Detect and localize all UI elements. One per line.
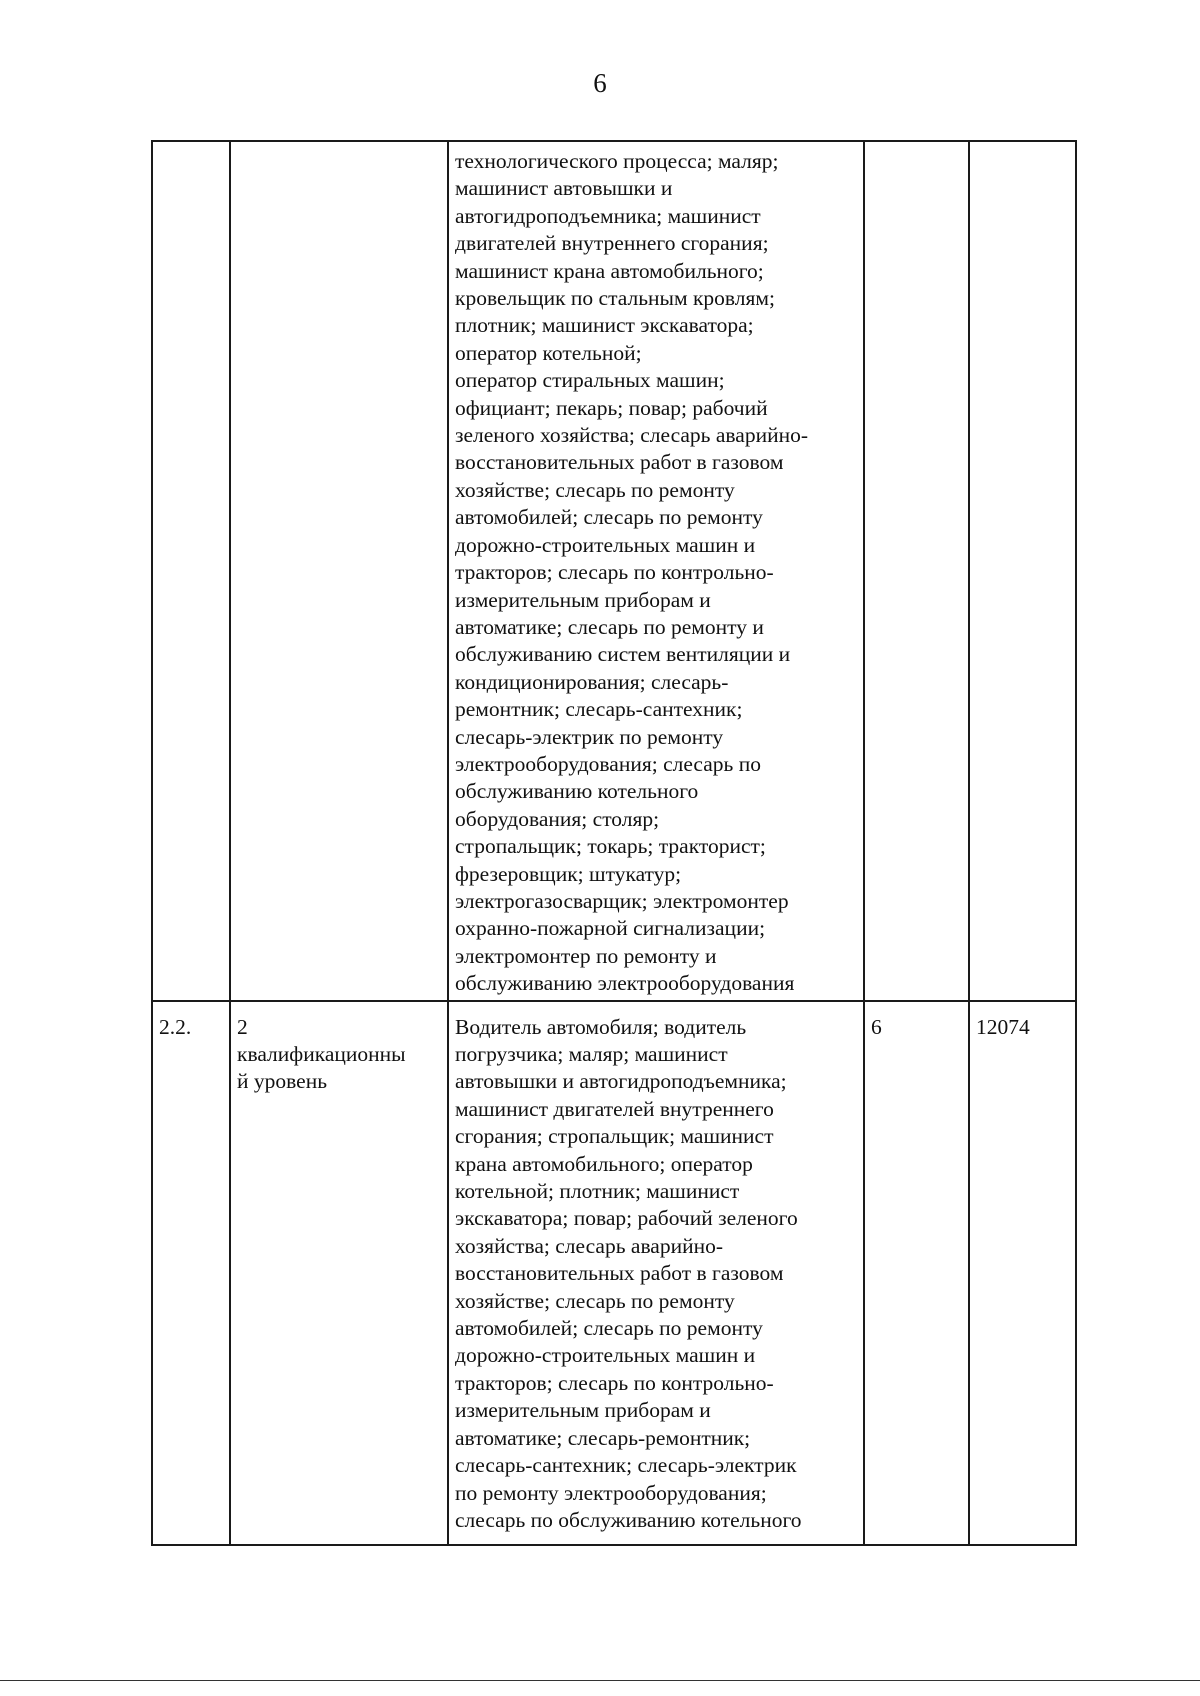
- table-row: [152, 141, 1076, 1001]
- page-number: 6: [593, 68, 607, 98]
- professions-cell: технологического процесса; маляр; машинист автовышки и автогидроподъемника; машинист двигателей внутреннего сгорания; машинист крана автомобильного; кровельщик по стальным кровлям; плотник; машинист экскаватора; оператор котельной; оператор стиральных машин; официант; пекарь; повар; рабочий зеленого хозяйства; слесарь аварийно- восстановительных работ в газовом хозяйстве; слесарь по ремонту автомобилей; слесарь по ремонту дорожно-строительных машин и тракторов; слесарь по контрольно- измерительным приборам и автоматике; слесарь по ремонту и обслуживанию систем вентиляции и кондиционирования; слесарь- ремонтник; слесарь-сантехник; слесарь-электрик по ремонту электрооборудования; слесарь по обслуживанию котельного оборудования; столяр; стропальщик; токарь; тракторист; фрезеровщик; штукатур; электрогазосварщик; электромонтер охранно-пожарной сигнализации; электромонтер по ремонту и обслуживанию электрооборудования: [448, 141, 864, 1001]
- salary-cell: 12074: [969, 1001, 1076, 1546]
- grade-cell: 6: [864, 1001, 969, 1546]
- salary-cell: [969, 141, 1076, 1001]
- row-number-cell: 2.2.: [152, 1001, 230, 1546]
- page-bottom-rule: [0, 1680, 1200, 1681]
- professions-cell: Водитель автомобиля; водитель погрузчика; маляр; машинист автовышки и автогидроподъемника; машинист двигателей внутреннего сгорания; стропальщик; машинист крана автомобильного; оператор котельной; плотник; машинист экскаватора; повар; рабочий зеленого хозяйства; слесарь аварийно- восстановительных работ в газовом хозяйстве; слесарь по ремонту автомобилей; слесарь по ремонту дорожно-строительных машин и тракторов; слесарь по контрольно- измерительным приборам и автоматике; слесарь-ремонтник; слесарь-сантехник; слесарь-электрик по ремонту электрооборудования; слесарь по обслуживанию котельного: [448, 1001, 864, 1546]
- qualification-level-cell: [230, 141, 448, 1001]
- grade-cell: [864, 141, 969, 1001]
- qualification-level-cell: 2 квалификационны й уровень: [230, 1001, 448, 1546]
- table-row: [152, 1001, 1076, 1546]
- row-number-cell: [152, 141, 230, 1001]
- qualification-table: [151, 140, 1077, 1546]
